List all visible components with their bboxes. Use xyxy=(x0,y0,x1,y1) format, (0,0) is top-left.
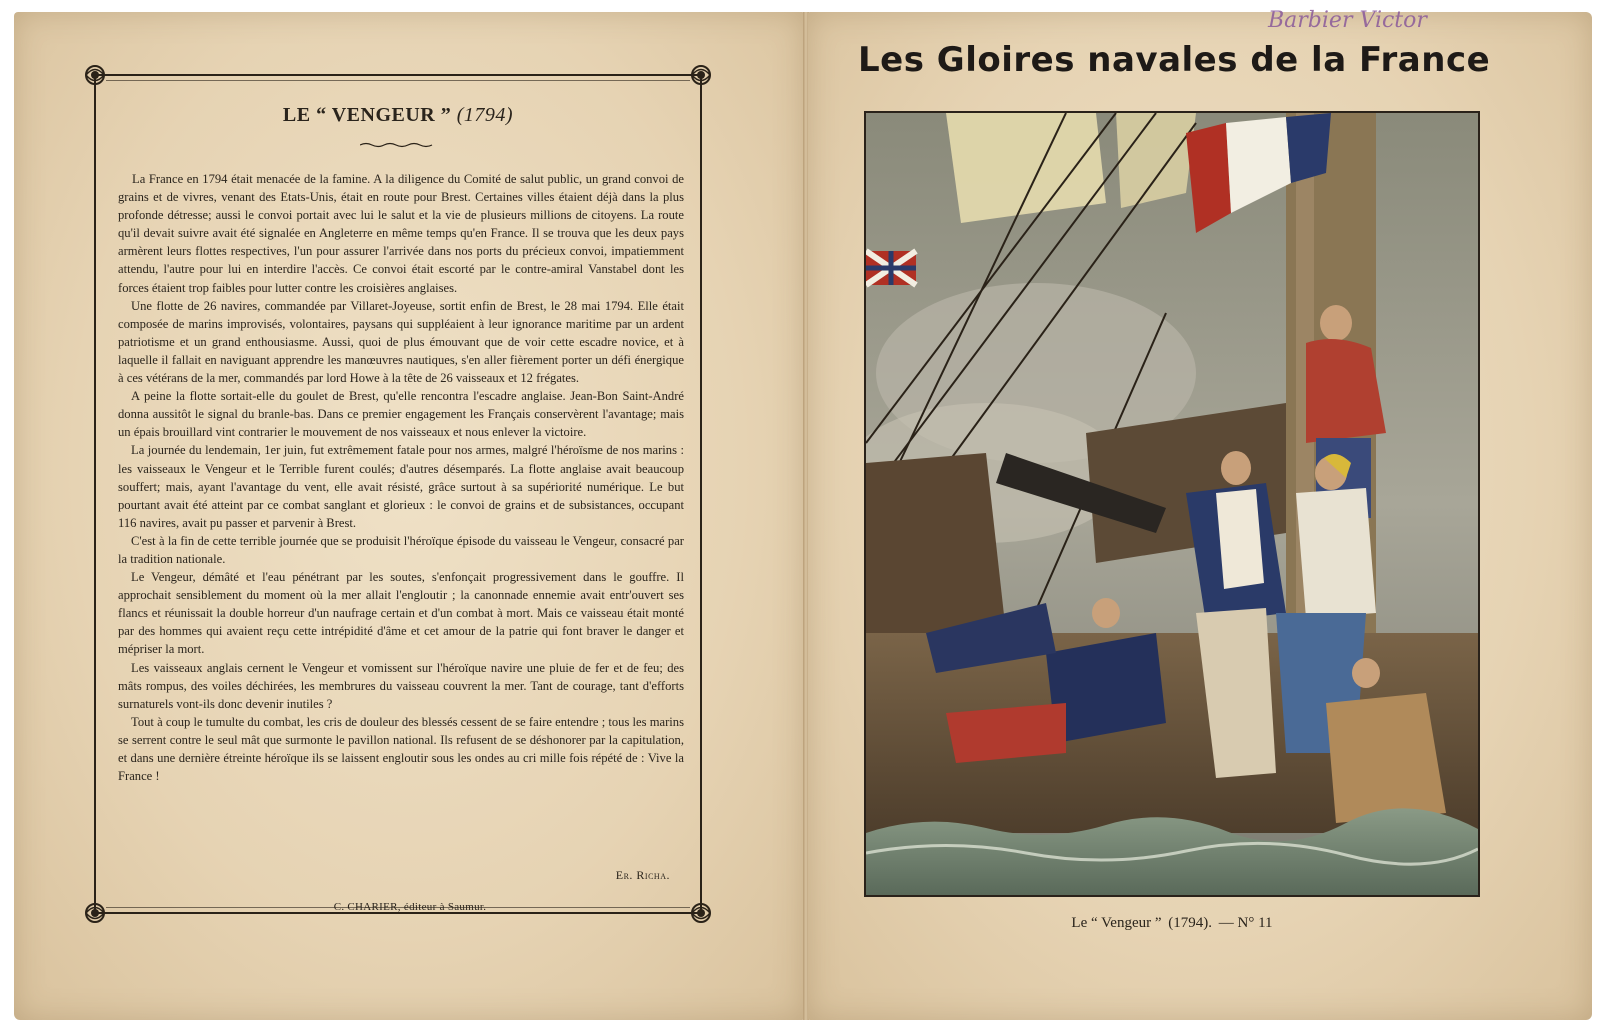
publisher-line: C. CHARIER, éditeur à Saumur. xyxy=(333,901,487,913)
corner-ornament-icon xyxy=(82,900,108,926)
corner-ornament-icon xyxy=(82,62,108,88)
caption-number: — N° 11 xyxy=(1218,915,1273,931)
frame-line-left xyxy=(94,76,96,912)
article-paragraph: Une flotte de 26 navires, commandée par Villaret-Joyeuse, sortit enfin de Brest, le 28 mai 1794. Elle était composée de marins improvisés, volontaires, paysans qui suppléaient à leur ignorance maritime par un ardent patriotisme et un grand enthousiasme. Aussi, quoi de plus émouvant que de voir cette escadre novice, et à laquelle il fallait en naviguant apprendre les manœuvres nautiques, s'en aller fièrement porter un défi énergique à ces vétérans de la mer, commandés par lord Howe à la tête de 26 vaisseaux et 12 frégates. xyxy=(118,298,684,386)
article-title-year: (1794) xyxy=(456,104,514,126)
author-signature: Er. Richa. xyxy=(615,868,670,882)
article-paragraph: La journée du lendemain, 1er juin, fut extrêmement fatale pour nos armes, malgré l'héroïsme de nos marins : les vaisseaux le Vengeur et le Terrible furent coulés; d'autres désemparés. La flotte anglaise avait beaucoup souffert; mais, ayant l'avantage du vent, elle avait résisté, grâce surtout à sa supériorité numérique. Le but pourtant avait été atteint par ce combat sanglant et glorieux : le convoi de grains et de subsistances, occupant 116 navires, avait pu passer et parvenir à Brest. xyxy=(118,443,684,530)
article-paragraph: C'est à la fin de cette terrible journée que se produisit l'héroïque épisode du vaisseau le Vengeur, consacré par la tradition nationale. xyxy=(118,533,684,566)
article-body xyxy=(118,170,684,785)
battle-illustration xyxy=(864,111,1480,897)
article-title xyxy=(100,104,696,127)
article-paragraph: A peine la flotte sortait-elle du goulet de Brest, qu'elle rencontra l'escadre anglaise. Jean-Bon Saint-André donna aussitôt le signal du branle-bas. Dans ce premier engagement les Français conservèrent l'avantage; mais un épais brouillard vint contrarier le mouvement de nos vaisseaux et nous enlever la victoire. xyxy=(118,389,684,440)
frame-line-top-inner xyxy=(106,80,690,81)
naval-battle-scene xyxy=(866,113,1478,895)
corner-ornament-icon xyxy=(688,900,714,926)
article-title-main: LE “ VENGEUR ” xyxy=(282,104,452,126)
owner-inscription: Barbier Victor xyxy=(1268,8,1427,33)
frame-line-top xyxy=(96,74,700,76)
title-flourish-icon xyxy=(360,142,436,148)
article-paragraph: La France en 1794 était menacée de la famine. A la diligence du Comité de salut public, un grand convoi de grains et de vivres, venant des Etats-Unis, était en route pour Brest. Certaines villes étaient déjà dans la plus profonde détresse; aussi le convoi portait avec lui le salut et la vie de plusieurs millions de citoyens. La route qu'il devait suivre avait été signalée en Angleterre en même temps qu'en France. Il se trouva que les deux pays armèrent leurs flottes respectives, l'un pour assurer l'arrivée dans nos ports du précieux convoi, impatiemment attendu, l'autre pour lui en interdire l'accès. Ce convoi était escorté par le contre-amiral Vanstabel dont les forces étaient trop faibles pour lutter contre les croisières anglaises. xyxy=(118,172,684,295)
article-paragraph: Tout à coup le tumulte du combat, les cris de douleur des blessés cessent de se faire entendre ; tous les marins se serrent contre le seul mât que surmonte le pavillon national. Ils refusent de se déshonorer par la capitulation, et dans une dernière étreinte héroïque ils se laissent engloutir sous les ondes au cri mille fois répété de : Vive la France ! xyxy=(118,714,684,784)
illustration-caption xyxy=(864,915,1480,932)
caption-title: Le “ Vengeur ” xyxy=(1071,915,1162,931)
article-paragraph: Le Vengeur, démâté et l'eau pénétrant par les soutes, s'enfonçait progressivement dans le gouffre. Il approchait sensiblement du moment où la mer allait l'engloutir ; la canonnade ennemie avait entr'ouvert ses flancs et réunissait la double horreur d'un naufrage certain et d'un combat à mort. Mais ce vaisseau était monté par des hommes qui avaient reçu cette intrépidité d'âme et cet amour de la patrie qui font braver le danger et mépriser la mort. xyxy=(118,570,684,657)
article-paragraph: Les vaisseaux anglais cernent le Vengeur et vomissent sur l'héroïque navire une pluie de fer et de feu; des mâts rompus, des voiles déchirées, les membrures du vaisseau couvrent la mer. Tant de courage, tant d'efforts surnaturels vont-ils donc devenir inutiles ? xyxy=(118,660,684,711)
frame-line-right xyxy=(700,76,702,912)
series-title: Les Gloires navales de la France xyxy=(858,40,1491,80)
caption-year: (1794). xyxy=(1168,915,1213,931)
corner-ornament-icon xyxy=(688,62,714,88)
